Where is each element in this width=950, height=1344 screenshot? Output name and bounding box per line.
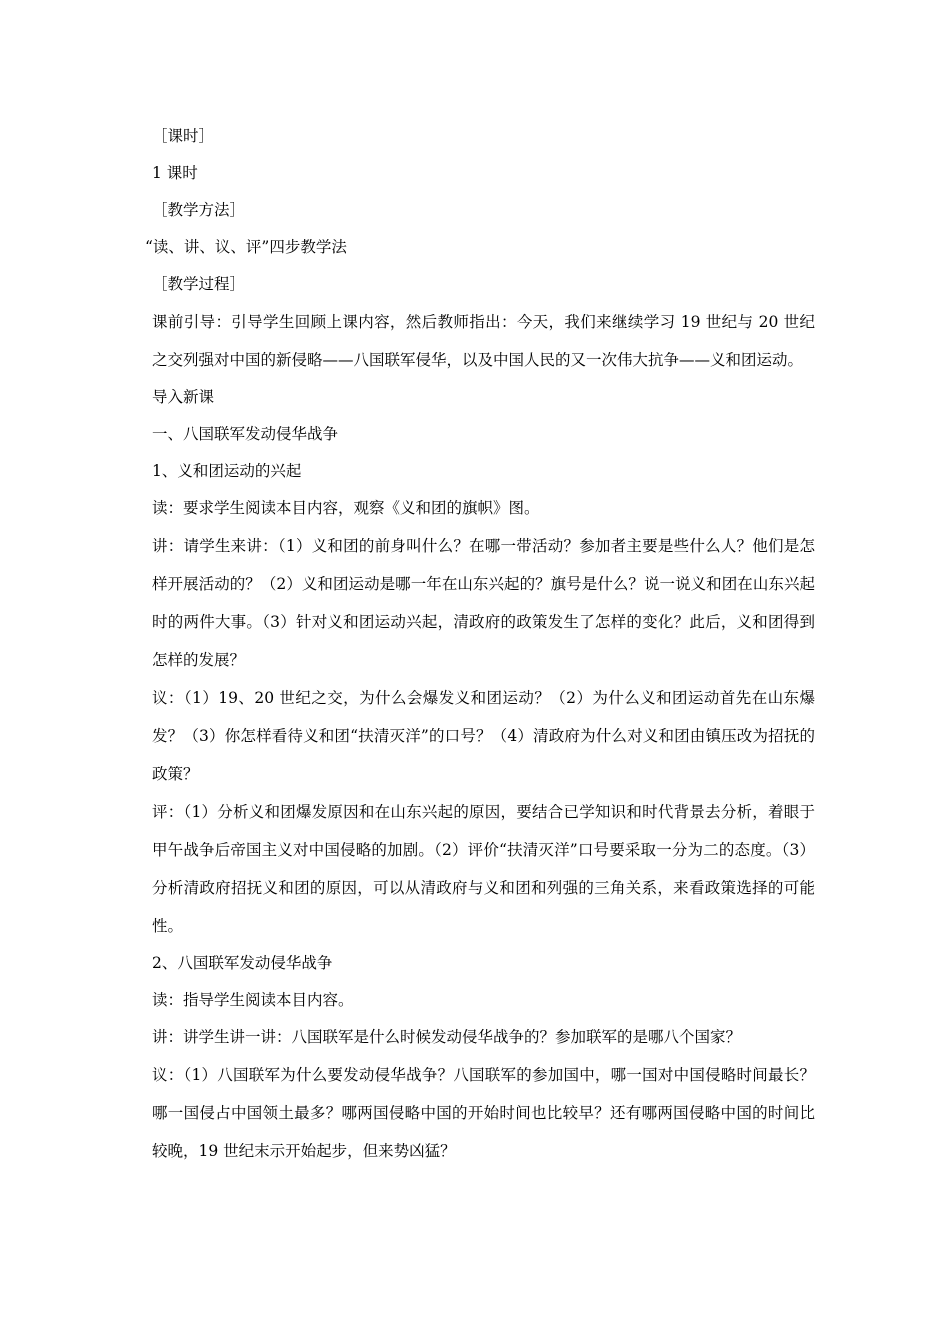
discuss-step-1: 议：（1）19、20 世纪之交，为什么会爆发义和团运动？（2）为什么义和团运动首先在山东爆发？（3）你怎样看待义和团“扶清灭洋”的口号？（4）清政府为什么对义和团由镇压改为招抚的政策？ — [152, 689, 815, 783]
lecture-step-1: 讲：请学生来讲：（1）义和团的前身叫什么？在哪一带活动？参加者主要是些什么人？他们是怎样开展活动的？（2）义和团运动是哪一年在山东兴起的？旗号是什么？说一说义和团在山东兴起时的两件大事。（3）针对义和团运动兴起，清政府的政策发生了怎样的变化？此后，义和团得到怎样的发展？ — [152, 537, 815, 669]
section-heading-teaching-process: ［教学过程］ — [152, 275, 246, 293]
read-step-1: 读：要求学生阅读本目内容，观察《义和团的旗帜》图。 — [152, 499, 540, 517]
class-hours-value: 1 课时 — [152, 164, 198, 182]
section-heading-teaching-method: ［教学方法］ — [152, 201, 246, 219]
subheading-eight-nation-war: 2、八国联军发动侵华战争 — [152, 954, 333, 972]
lecture-step-2: 讲：讲学生讲一讲：八国联军是什么时候发动侵华战争的？参加联军的是哪八个国家？ — [152, 1028, 742, 1046]
read-step-2: 读：指导学生阅读本目内容。 — [152, 991, 354, 1009]
evaluate-step-1: 评：（1）分析义和团爆发原因和在山东兴起的原因，要结合已学知识和时代背景去分析，着眼于甲午战争后帝国主义对中国侵略的加剧。（2）评价“扶清灭洋”口号要采取一分为二的态度。（3）分析清政府招抚义和团的原因，可以从清政府与义和团和列强的三角关系，来看政策选择的可能性。 — [152, 803, 815, 935]
heading-part-one: 一、八国联军发动侵华战争 — [152, 425, 339, 443]
teaching-method-value: “读、讲、议、评”四步教学法 — [145, 238, 347, 256]
discuss-step-2: 议：（1）八国联军为什么要发动侵华战争？八国联军的参加国中，哪一国对中国侵略时间最长？哪一国侵占中国领土最多？哪两国侵略中国的开始时间也比较早？还有哪两国侵略中国的时间比较晚，19 世纪末示开始起步，但来势凶猛？ — [152, 1066, 815, 1160]
subheading-boxer-rise: 1、义和团运动的兴起 — [152, 462, 302, 480]
pre-class-guidance-paragraph: 课前引导：引导学生回顾上课内容，然后教师指出：今天，我们来继续学习 19 世纪与 20 世纪之交列强对中国的新侵略——八国联军侵华，以及中国人民的又一次伟大抗争——义和团运动。 — [152, 313, 815, 369]
section-heading-class-hours: ［课时］ — [152, 127, 215, 145]
document-body — [145, 118, 815, 1170]
introduce-new-lesson: 导入新课 — [152, 388, 215, 406]
